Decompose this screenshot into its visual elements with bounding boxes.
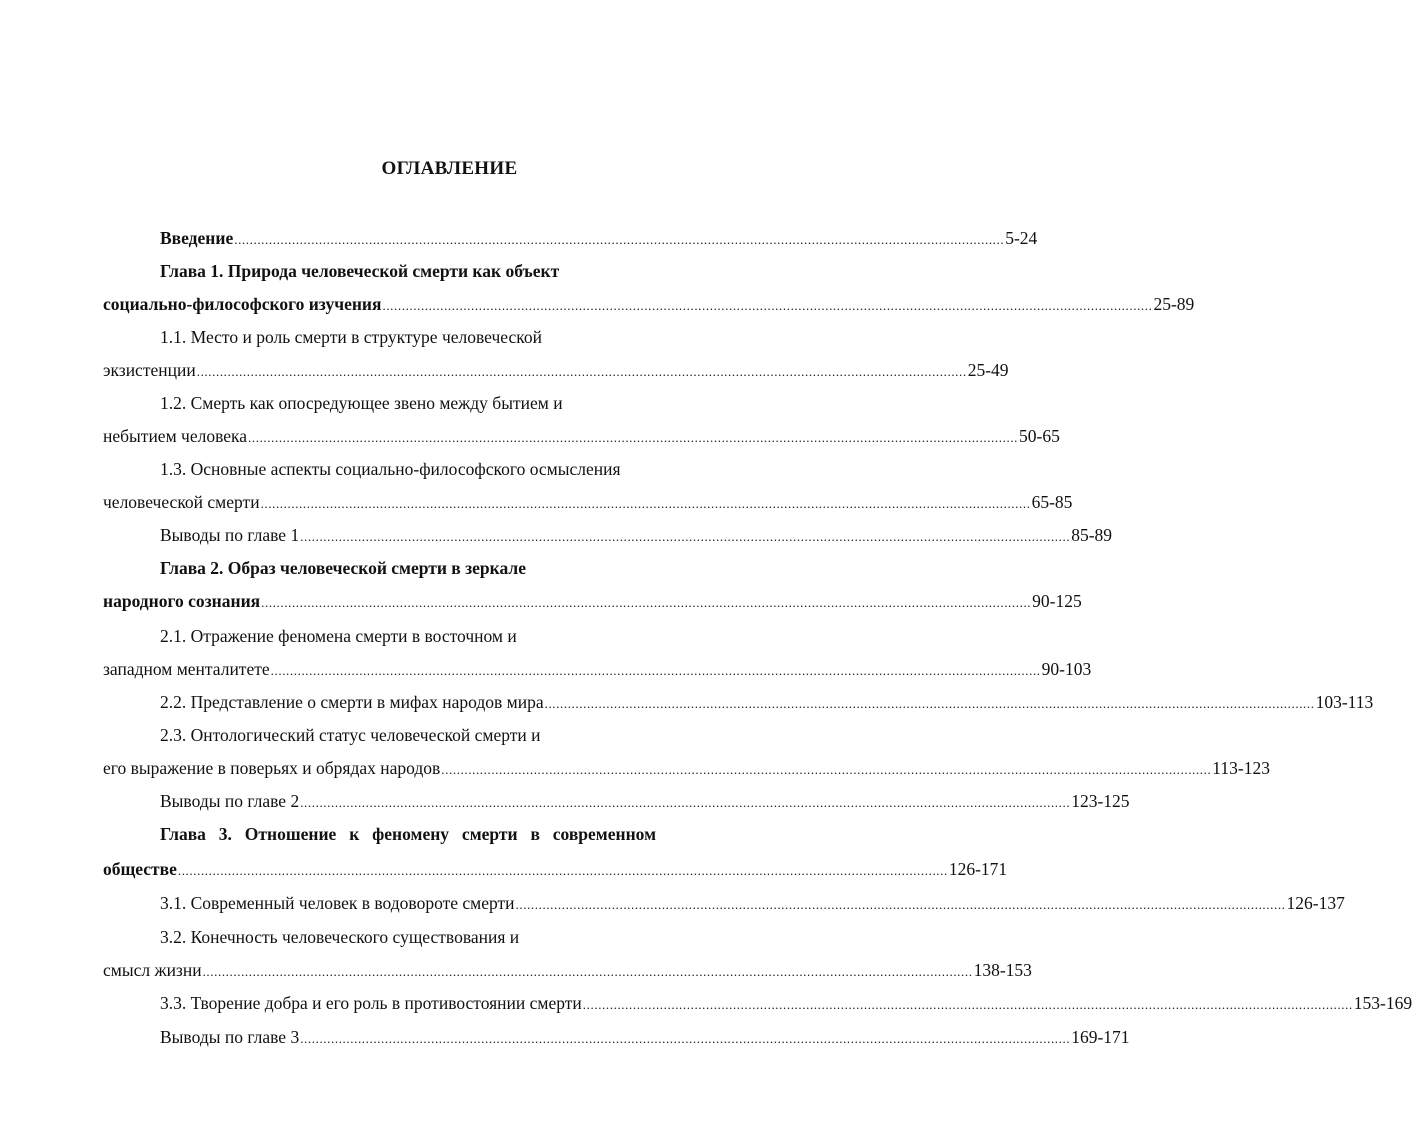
toc-page-range: 103-113 bbox=[1315, 692, 1374, 712]
toc-section-2-1 bbox=[103, 624, 743, 648]
toc-section-2-2 bbox=[103, 690, 1374, 714]
toc-entry-introduction bbox=[103, 226, 1038, 250]
toc-page-range: 90-103 bbox=[1041, 659, 1092, 679]
toc-entry-text: Введение bbox=[160, 228, 234, 248]
toc-section-1-1-cont bbox=[103, 358, 1009, 382]
toc-chapter-1-heading-cont bbox=[103, 292, 1195, 316]
toc-page-range: 65-85 bbox=[1031, 492, 1073, 512]
toc-page-range: 25-49 bbox=[967, 360, 1009, 380]
toc-page-range: 5-24 bbox=[1005, 228, 1038, 248]
toc-page-range: 25-89 bbox=[1153, 294, 1195, 314]
toc-entry-text: 1.1. Место и роль смерти в структуре человеческой bbox=[160, 327, 542, 347]
dot-leader: ........................................................................................................................................................................................................ bbox=[177, 863, 948, 878]
toc-section-2-1-cont bbox=[103, 657, 1092, 681]
dot-leader: ........................................................................................................................................................................................................ bbox=[234, 232, 1005, 247]
toc-entry-text: 3.3. Творение добра и его роль в противостоянии смерти bbox=[160, 993, 582, 1013]
toc-entry-text: 1.3. Основные аспекты социально-философского осмысления bbox=[160, 459, 621, 479]
toc-entry-text: 2.3. Онтологический статус человеческой смерти и bbox=[160, 725, 541, 745]
toc-page-range: 153-169 bbox=[1353, 993, 1412, 1013]
toc-chapter-3-heading-cont bbox=[103, 857, 1008, 881]
toc-page-range: 50-65 bbox=[1019, 426, 1060, 446]
dot-leader: ........................................................................................................................................................................................................ bbox=[248, 430, 1019, 445]
toc-chapter-1-heading bbox=[103, 259, 743, 283]
toc-section-2-3-cont bbox=[103, 756, 1270, 780]
toc-conclusions-chapter-2 bbox=[103, 789, 1130, 813]
dot-leader: ........................................................................................................................................................................................................ bbox=[261, 595, 1032, 610]
toc-page-range: 90-125 bbox=[1032, 591, 1082, 611]
toc-entry-text: Выводы по главе 2 bbox=[160, 791, 300, 811]
toc-entry-text: Глава 2. Образ человеческой смерти в зеркале bbox=[160, 558, 526, 578]
dot-leader: ........................................................................................................................................................................................................ bbox=[515, 897, 1286, 912]
toc-entry-text: смысл жизни bbox=[103, 960, 202, 980]
toc-entry-text: 1.2. Смерть как опосредующее звено между бытием и bbox=[160, 393, 563, 413]
page-title: ОГЛАВЛЕНИЕ bbox=[381, 158, 518, 179]
toc-entry-text: Глава 3. Отношение к феномену смерти в современном bbox=[160, 824, 656, 844]
toc-entry-text: 2.1. Отражение феномена смерти в восточном и bbox=[160, 626, 517, 646]
toc-entry-text: небытием человека bbox=[103, 426, 248, 446]
toc-section-3-2 bbox=[103, 925, 743, 949]
toc-section-1-3 bbox=[103, 457, 743, 481]
toc-page-range: 169-171 bbox=[1071, 1027, 1130, 1047]
toc-entry-text: Глава 1. Природа человеческой смерти как объект bbox=[160, 261, 560, 281]
toc-entry-text: 3.1. Современный человек в водовороте смерти bbox=[160, 893, 515, 913]
dot-leader: ........................................................................................................................................................................................................ bbox=[382, 298, 1153, 313]
dot-leader: ........................................................................................................................................................................................................ bbox=[202, 964, 973, 979]
toc-chapter-3-heading bbox=[103, 822, 656, 846]
dot-leader: ........................................................................................................................................................................................................ bbox=[300, 529, 1071, 544]
toc-conclusions-chapter-1 bbox=[103, 523, 1113, 547]
toc-entry-text: Выводы по главе 3 bbox=[160, 1027, 300, 1047]
toc-page-range: 138-153 bbox=[973, 960, 1032, 980]
toc-page-range: 123-125 bbox=[1071, 791, 1130, 811]
dot-leader: ........................................................................................................................................................................................................ bbox=[196, 364, 967, 379]
toc-chapter-2-heading bbox=[103, 556, 743, 580]
dot-leader: ........................................................................................................................................................................................................ bbox=[441, 762, 1212, 777]
dot-leader: ........................................................................................................................................................................................................ bbox=[300, 795, 1071, 810]
toc-chapter-2-heading-cont bbox=[103, 589, 1082, 613]
dot-leader: ........................................................................................................................................................................................................ bbox=[260, 496, 1031, 511]
toc-entry-text: Выводы по главе 1 bbox=[160, 525, 300, 545]
toc-entry-text: экзистенции bbox=[103, 360, 196, 380]
toc-section-3-2-cont bbox=[103, 958, 1032, 982]
toc-conclusions-chapter-3 bbox=[103, 1025, 1130, 1049]
dot-leader: ........................................................................................................................................................................................................ bbox=[300, 1031, 1071, 1046]
toc-page-range: 126-171 bbox=[948, 859, 1008, 879]
toc-entry-text: западном менталитете bbox=[103, 659, 270, 679]
toc-section-1-2 bbox=[103, 391, 743, 415]
toc-section-2-3 bbox=[103, 723, 743, 747]
toc-entry-text: 3.2. Конечность человеческого существования и bbox=[160, 927, 520, 947]
toc-entry-text: 2.2. Представление о смерти в мифах народов мира bbox=[160, 692, 544, 712]
dot-leader: ........................................................................................................................................................................................................ bbox=[544, 696, 1315, 711]
toc-section-3-1 bbox=[103, 891, 1345, 915]
toc-section-1-3-cont bbox=[103, 490, 1073, 514]
dot-leader: ........................................................................................................................................................................................................ bbox=[582, 997, 1353, 1012]
toc-section-1-1 bbox=[103, 325, 743, 349]
toc-page-range: 85-89 bbox=[1071, 525, 1113, 545]
toc-page-range: 126-137 bbox=[1286, 893, 1345, 913]
toc-entry-text: человеческой смерти bbox=[103, 492, 260, 512]
dot-leader: ........................................................................................................................................................................................................ bbox=[270, 663, 1041, 678]
toc-page-range: 113-123 bbox=[1212, 758, 1270, 778]
toc-entry-text: народного сознания bbox=[103, 591, 261, 611]
toc-entry-text: обществе bbox=[103, 859, 177, 879]
toc-section-3-3 bbox=[103, 991, 1412, 1015]
toc-section-1-2-cont bbox=[103, 424, 1060, 448]
toc-entry-text: социально-философского изучения bbox=[103, 294, 382, 314]
toc-entry-text: его выражение в поверьях и обрядах народов bbox=[103, 758, 441, 778]
